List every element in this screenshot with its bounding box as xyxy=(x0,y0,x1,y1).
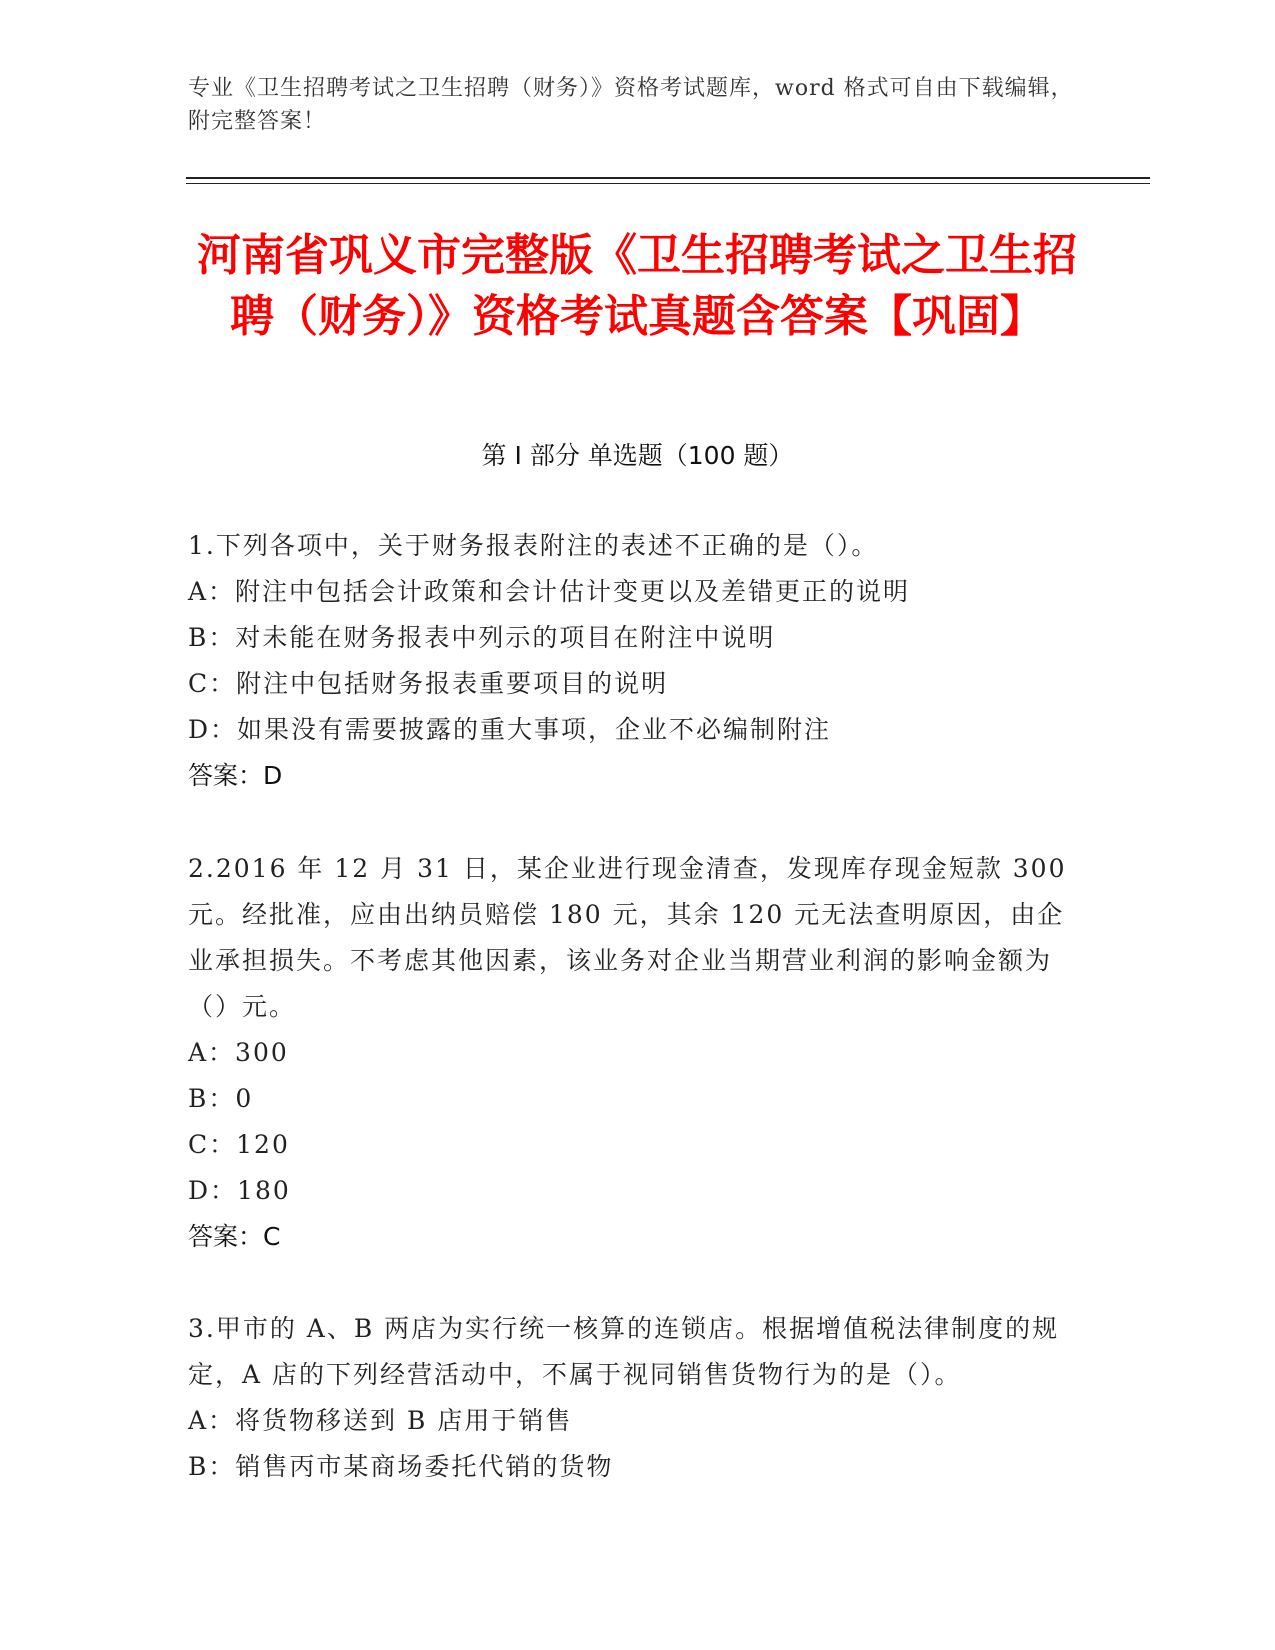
question-stem: 1.下列各项中，关于财务报表附注的表述不正确的是（）。 xyxy=(188,531,879,560)
document-title: 河南省巩义市完整版《卫生招聘考试之卫生招聘（财务）》资格考试真题含答案【巩固】 xyxy=(197,230,1077,342)
option-b: B：销售丙市某商场委托代销的货物 xyxy=(188,1452,614,1481)
option-b: B：0 xyxy=(188,1084,254,1113)
option-d: D：如果没有需要披露的重大事项，企业不必编制附注 xyxy=(188,715,832,744)
header-divider-thick xyxy=(186,177,1150,179)
answer-line: 答案：D xyxy=(188,761,283,790)
section-heading: 第 I 部分 单选题（100 题） xyxy=(481,441,794,470)
answer-line: 答案：C xyxy=(188,1222,281,1251)
header-note: 专业《卫生招聘考试之卫生招聘（财务）》资格考试题库，word 格式可自由下载编辑，附完整答案！ xyxy=(188,76,1074,134)
option-c: C：120 xyxy=(188,1130,290,1159)
question-3 xyxy=(188,1306,1078,1490)
option-a: A：附注中包括会计政策和会计估计变更以及差错更正的说明 xyxy=(188,577,911,606)
option-a: A：300 xyxy=(188,1038,289,1067)
option-b: B：对未能在财务报表中列示的项目在附注中说明 xyxy=(188,623,776,652)
option-d: D：180 xyxy=(188,1176,291,1205)
option-a: A：将货物移送到 B 店用于销售 xyxy=(188,1406,573,1435)
question-stem: 3.甲市的 A、B 两店为实行统一核算的连锁店。根据增值税法律制度的规定，A 店的下列经营活动中，不属于视同销售货物行为的是（）。 xyxy=(188,1314,1060,1389)
question-stem: 2.2016 年 12 月 31 日，某企业进行现金清查，发现库存现金短款 300 元。经批准，应由出纳员赔偿 180 元，其余 120 元无法查明原因，由企业承担损失。不考虑其他因素，该业务对企业当期营业利润的影响金额为（）元。 xyxy=(188,854,1067,1021)
header-divider-thin xyxy=(186,183,1150,184)
question-2 xyxy=(188,846,1078,1260)
question-1 xyxy=(188,523,1078,799)
option-c: C：附注中包括财务报表重要项目的说明 xyxy=(188,669,669,698)
